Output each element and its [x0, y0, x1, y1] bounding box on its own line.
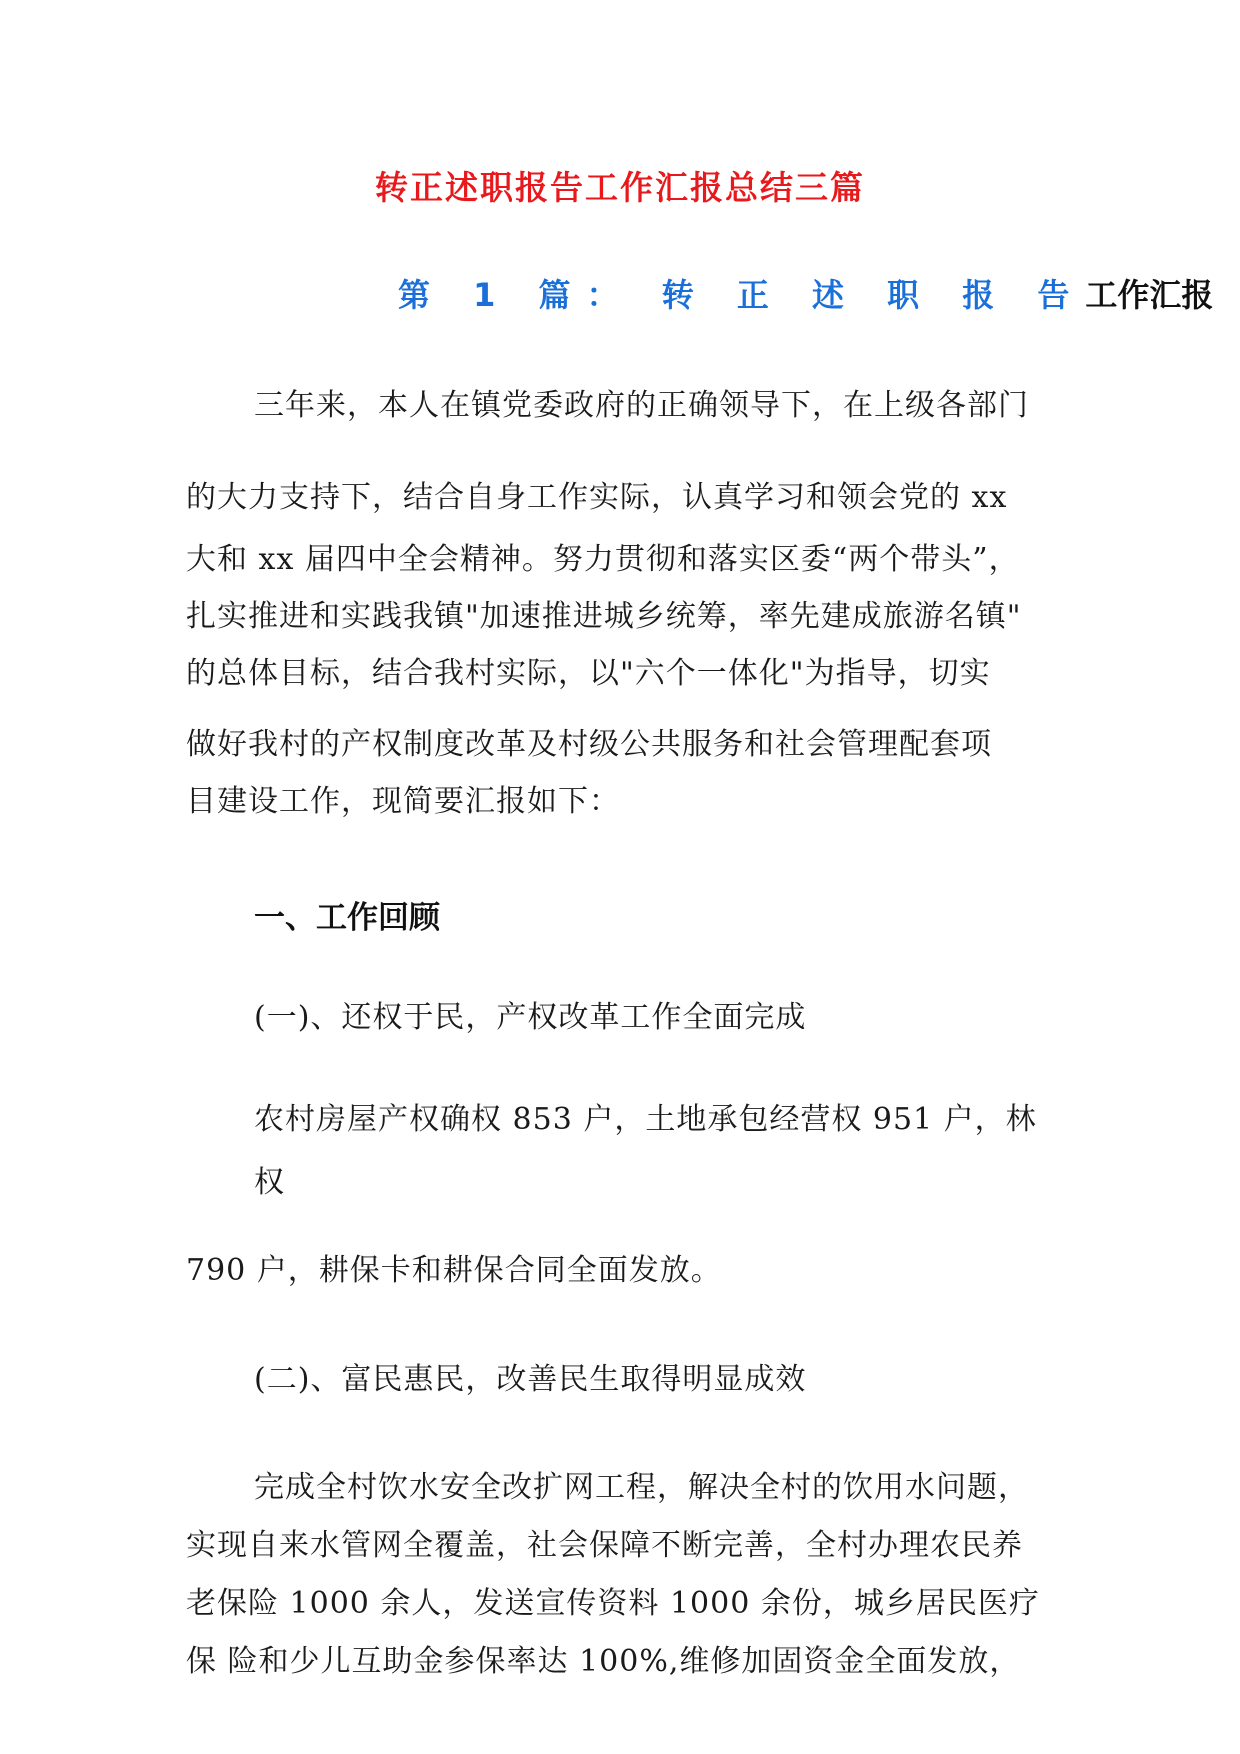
- paragraph-line: 扎实推进和实践我镇"加速推进城乡统筹，率先建成旅游名镇": [186, 599, 1022, 634]
- paragraph-line: 保 险和少儿互助金参保率达 100%,维修加固资金全面发放，: [186, 1644, 1021, 1679]
- paragraph-line: 目建设工作，现简要汇报如下：: [186, 784, 620, 819]
- chapter-heading: [398, 270, 1213, 316]
- paragraph-line: 790 户，耕保卡和耕保合同全面发放。: [186, 1253, 722, 1288]
- paragraph-line: 大和 xx 届四中全会精神。努力贯彻和落实区委“两个带头”，: [186, 542, 1020, 577]
- paragraph-line: 老保险 1000 余人，发送宣传资料 1000 余份，城乡居民医疗: [186, 1586, 1040, 1621]
- paragraph-line: 三年来，本人在镇党委政府的正确领导下，在上级各部门: [254, 388, 1029, 423]
- subsection-heading: (二)、富民惠民，改善民生取得明显成效: [254, 1362, 807, 1397]
- document-title: 转正述职报告工作汇报总结三篇: [375, 168, 865, 207]
- paragraph-line: 的总体目标，结合我村实际，以"六个一体化"为指导，切实: [186, 656, 991, 691]
- paragraph-line: 完成全村饮水安全改扩网工程，解决全村的饮用水问题，: [254, 1470, 1029, 1505]
- section-heading: 一、工作回顾: [254, 900, 440, 936]
- paragraph-line: 的大力支持下，结合自身工作实际，认真学习和领会党的 xx: [186, 480, 1008, 515]
- chapter-heading-suffix: 工作汇报: [1085, 276, 1214, 314]
- paragraph-line: 实现自来水管网全覆盖，社会保障不断完善，全村办理农民养: [186, 1528, 1023, 1563]
- subsection-heading: (一)、还权于民，产权改革工作全面完成: [254, 1000, 807, 1035]
- paragraph-line: 权: [254, 1165, 285, 1200]
- paragraph-line: 农村房屋产权确权 853 户，土地承包经营权 951 户，林: [254, 1102, 1037, 1137]
- chapter-heading-label: 第 1 篇： 转 正 述 职 报 告: [398, 276, 1086, 314]
- paragraph-line: 做好我村的产权制度改革及村级公共服务和社会管理配套项: [186, 727, 992, 762]
